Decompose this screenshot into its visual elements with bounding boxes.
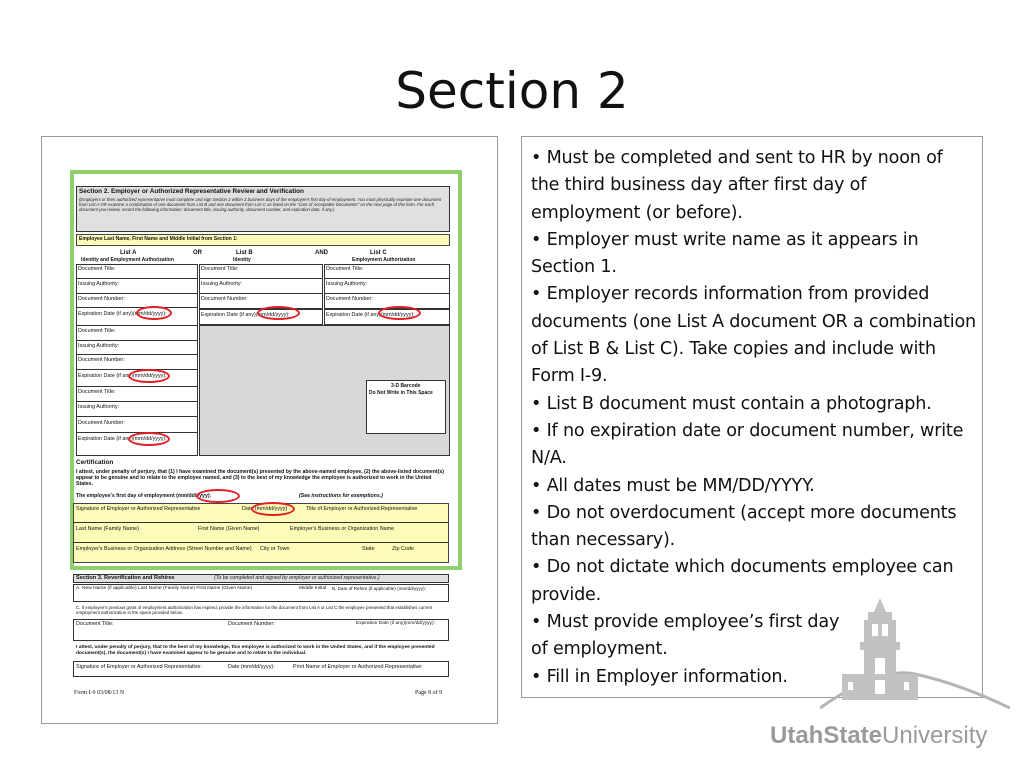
section2-instructions: (Employers or their authorized representative must complete and sign Section 2 within 3 business days of the employee's first day of employment. You must physically examine one document from List A OR examine a combination of one document from List B and one document from List C as listed on the "Lists of Acceptable Documents" on the next page of this form. For each document you review, record the following information: document title, issuing authority, document number, and expiration date, if any.) [79, 197, 442, 212]
rehire-label: B. Date of Rehire (if applicable) (mm/dd/yyyy): [332, 586, 426, 591]
barcode-subtitle: Do Not Write in This Space [369, 390, 433, 396]
form-footer-right: Page 8 of 9 [415, 690, 443, 696]
certification-heading: Certification [76, 459, 114, 466]
note-item: • Employer must write name as it appears in Section 1. [531, 229, 919, 278]
business-name-label: Employer's Business or Organization Name [290, 526, 395, 532]
note-item: • List B document must contain a photograph. [531, 393, 932, 414]
title-label: Title of Employer or Authorized Representative [306, 506, 418, 512]
list-a-doc-number-3: Document Number: [78, 420, 125, 426]
or-label: OR [193, 250, 202, 256]
list-c-header: List C [370, 250, 387, 256]
list-a-expiration-3: Expiration Date (if any)(mm/dd/yyyy): [78, 436, 167, 442]
middle-initial-label: Middle Initial [299, 586, 327, 591]
highlight-oval-signature-date [251, 502, 295, 516]
highlight-oval-first-day [196, 489, 240, 503]
usu-logo [770, 722, 987, 750]
note-item: • Employer records information from provided documents (one List A document OR a combination of List B & List C). Take copies and include with Form I-9. [531, 284, 976, 387]
note-item: • Must be completed and sent to HR by noon of the third business day after first day of employment (or before). [531, 148, 943, 223]
s3-doc-title-label: Document Title: [76, 621, 114, 627]
list-a-issuing-2: Issuing Authority: [78, 343, 120, 349]
new-name-label: A. New Name (if applicable) Last Name (Family Name) First Name (Given Name) [76, 586, 253, 591]
highlight-oval-list-a-exp-1 [136, 306, 172, 320]
employee-name-label: Employee Last Name, First Name and Middle Initial from Section 1: [79, 236, 238, 242]
state-label: State [362, 546, 375, 552]
list-a-expiration-2: Expiration Date (if any)(mm/dd/yyyy): [78, 373, 167, 379]
s3-date-label: Date (mm/dd/yyyy): [228, 664, 275, 670]
list-a-issuing-1: Issuing Authority: [78, 281, 120, 287]
note-item: • All dates must be MM/DD/YYYY. [531, 475, 815, 496]
list-a-expiration-1: Expiration Date (if any)(mm/dd/yyyy): [78, 311, 167, 317]
list-c-subheader: Employment Authorization [352, 257, 416, 263]
list-a-issuing-3: Issuing Authority: [78, 404, 120, 410]
list-a-header: List A [120, 250, 137, 256]
s3-attest-text: I attest, under penalty of perjury, that to the best of my knowledge, this employee is authorized to work in the United States, and if the employee presented document(s), the document(s) I have examined appear to be genuine and to relate to the individual. [76, 645, 435, 656]
and-label: AND [315, 250, 328, 256]
list-a-subheader: Identity and Employment Authorization [81, 257, 174, 263]
first-day-label: The employee's first day of employment (mm/dd/yyyy): [76, 493, 212, 499]
s3-signature-label: Signature of Employer or Authorized Representative: [76, 664, 202, 670]
highlight-oval-list-a-exp-2 [128, 369, 170, 383]
list-a-doc-title-2: Document Title: [78, 328, 116, 334]
list-a-doc-title-3: Document Title: [78, 389, 116, 395]
s3-expiration-label: Expiration Date (if any)(mm/dd/yyyy): [356, 621, 435, 626]
barcode-title: 3-D Barcode [391, 383, 421, 389]
last-name-label: Last Name (Family Name) [76, 526, 139, 532]
list-a-doc-title-1: Document Title: [78, 266, 116, 272]
section3-c-text: C. If employee's previous grant of employment authorization has expired, provide the information for the document from List A or List C the employee presented that establishes current employment authorization in the space provided below. [76, 605, 433, 616]
certification-text: I attest, under penalty of perjury, that (1) I have examined the document(s) presented by the above-named employee, (2) the above-listed document(s) appear to be genuine and to relate to the employee named, and (3) to the best of my knowledge the employee is authorized to work in the United States. [76, 469, 445, 488]
note-item: • Do not dictate which documents employee can provide. [531, 557, 954, 605]
section2-heading: Section 2. Employer or Authorized Representative Review and Verification [79, 188, 304, 195]
old-main-tower-icon [820, 596, 1010, 714]
section3-heading: Section 3. Reverification and Rehires [76, 575, 175, 581]
address-label: Employer's Business or Organization Address (Street Number and Name) [76, 546, 252, 552]
form-footer-left: Form I-9 03/08/13 N [74, 690, 125, 696]
city-label: City or Town [260, 546, 290, 552]
zip-label: Zip Code [392, 546, 414, 552]
list-b-issuing: Issuing Authority: [201, 281, 243, 287]
list-b-doc-number: Document Number: [201, 296, 248, 302]
list-a-doc-number-1: Document Number: [78, 296, 125, 302]
logo-bold: UtahState [770, 722, 883, 749]
logo-light: University [882, 722, 988, 749]
list-c-doc-title: Document Title: [326, 266, 364, 272]
list-b-doc-title: Document Title: [201, 266, 239, 272]
signature-label: Signature of Employer or Authorized Representative [76, 506, 201, 512]
list-a-doc-number-2: Document Number: [78, 357, 125, 363]
list-b-header: List B [236, 250, 253, 256]
slide-title: Section 2 [395, 62, 629, 120]
date-label: Date (mm/dd/yyyy) [242, 506, 288, 512]
list-b-subheader: Identity [233, 257, 251, 263]
list-c-doc-number: Document Number: [326, 296, 373, 302]
section3-subheading: (To be completed and signed by employer or authorized representative.) [214, 575, 380, 581]
list-c-expiration: Expiration Date (if any)(mm/dd/yyyy): [326, 312, 415, 318]
note-item: • Must provide employee’s first day of employment. [531, 612, 840, 660]
note-item: • Fill in Employer information. [531, 666, 788, 687]
see-instructions: (See instructions for exemptions.) [299, 493, 383, 499]
note-item: • Do not overdocument (accept more documents than necessary). [531, 502, 957, 551]
note-item: • If no expiration date or document number, write N/A. [531, 420, 964, 469]
highlight-oval-list-b-exp [257, 306, 300, 320]
list-b-expiration: Expiration Date (if any)(mm/dd/yyyy): [201, 312, 290, 318]
s3-print-name-label: Print Name of Employer or Authorized Representative: [293, 664, 423, 670]
highlight-oval-list-a-exp-3 [128, 432, 170, 446]
s3-doc-number-label: Document Number: [228, 621, 275, 627]
list-c-issuing: Issuing Authority: [326, 281, 368, 287]
highlight-oval-list-c-exp [378, 306, 421, 320]
first-name-label: First Name (Given Name) [198, 526, 260, 532]
